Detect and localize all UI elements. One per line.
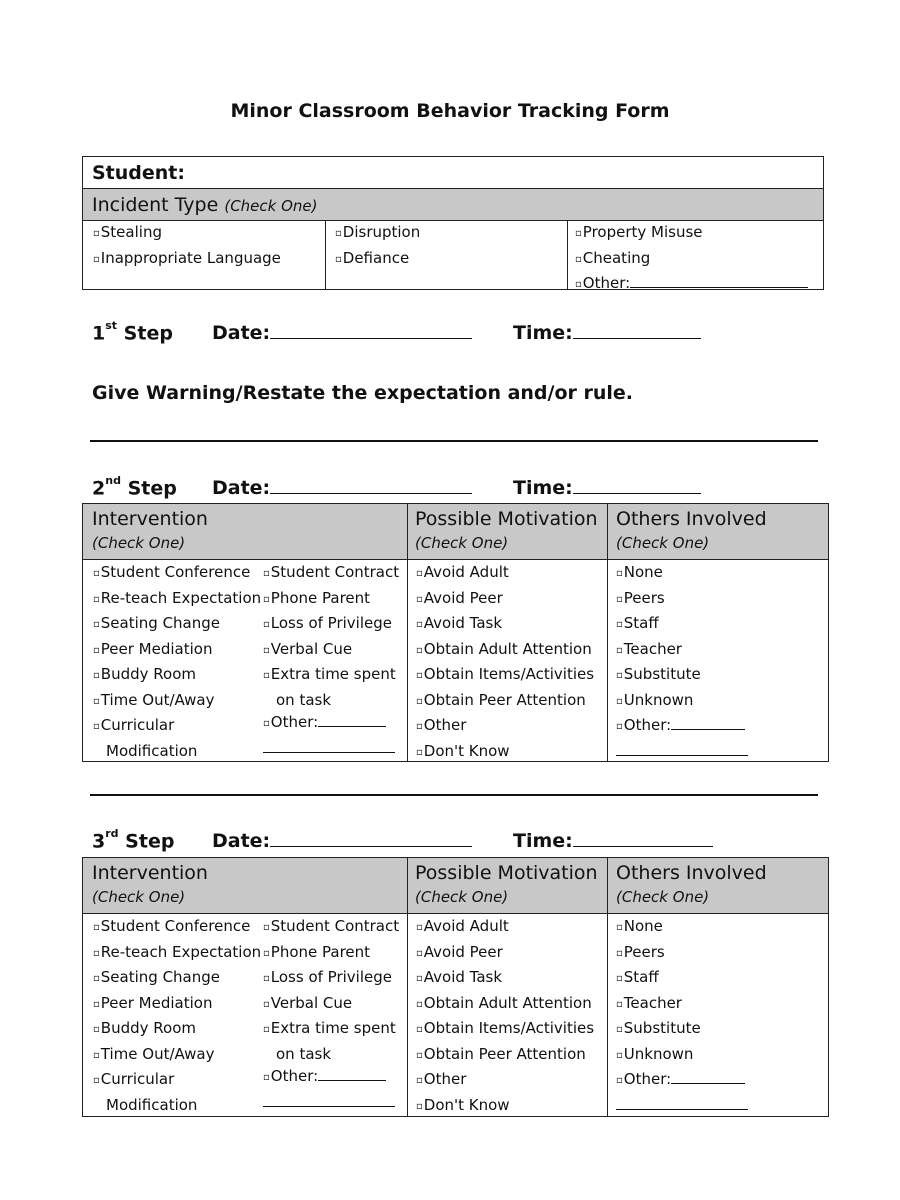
checkbox-reteach-expectation[interactable]: ▫ Re-teach Expectation <box>93 587 261 613</box>
checkbox-property-misuse[interactable]: ▫ Property Misuse <box>575 221 808 247</box>
incident-header: Incident Type (Check One) <box>92 194 318 216</box>
step3-label: 3rd Step <box>92 827 175 853</box>
checkbox-seating-change[interactable]: ▫ Seating Change <box>93 966 261 992</box>
checkbox-peers[interactable]: ▫ Peers <box>616 941 748 967</box>
intervention-other-line[interactable] <box>318 1068 386 1081</box>
checkbox-defiance[interactable]: ▫ Defiance <box>335 247 420 273</box>
checkbox-curricular[interactable]: ▫ Curricular <box>93 1068 261 1094</box>
checkbox-curricular[interactable]: ▫ Curricular <box>93 714 261 740</box>
checkbox-phone-parent[interactable]: ▫ Phone Parent <box>263 587 399 613</box>
checkbox-avoid-adult[interactable]: ▫ Avoid Adult <box>416 561 594 587</box>
others-other-line-2[interactable] <box>616 1097 748 1110</box>
step3-time-line[interactable] <box>573 832 713 847</box>
curricular-continued: Modification <box>106 741 198 760</box>
checkbox-others-other[interactable]: ▫ Other: <box>616 714 748 740</box>
checkbox-reteach-expectation[interactable]: ▫ Re-teach Expectation <box>93 941 261 967</box>
checkbox-student-contract[interactable]: ▫ Student Contract <box>263 915 399 941</box>
checkbox-buddy-room[interactable]: ▫ Buddy Room <box>93 663 261 689</box>
checkbox-peers[interactable]: ▫ Peers <box>616 587 748 613</box>
checkbox-obtain-adult-attention[interactable]: ▫ Obtain Adult Attention <box>416 992 594 1018</box>
step3-intervention-header: Intervention (Check One) <box>92 862 208 906</box>
intervention-other-line[interactable] <box>318 714 386 727</box>
curricular-continued: Modification <box>106 1095 198 1114</box>
checkbox-none[interactable]: ▫ None <box>616 915 748 941</box>
checkbox-obtain-peer-attention[interactable]: ▫ Obtain Peer Attention <box>416 1043 594 1069</box>
step2-intervention-col1 <box>93 561 261 762</box>
checkbox-teacher[interactable]: ▫ Teacher <box>616 992 748 1018</box>
checkbox-inappropriate-language[interactable]: ▫ Inappropriate Language <box>93 247 281 273</box>
step2-motivation-col <box>416 561 594 765</box>
step1-label: 1st Step <box>92 319 173 345</box>
step1-response-line[interactable] <box>90 440 818 442</box>
checkbox-dont-know[interactable]: ▫ Don't Know <box>416 740 594 766</box>
checkbox-others-other[interactable]: ▫ Other: <box>616 1068 748 1094</box>
checkbox-teacher[interactable]: ▫ Teacher <box>616 638 748 664</box>
step2-others-col <box>616 561 748 762</box>
intervention-other-line-2[interactable] <box>263 1094 395 1107</box>
student-label: Student: <box>92 162 185 184</box>
checkbox-dont-know[interactable]: ▫ Don't Know <box>416 1094 594 1120</box>
step3-others-col <box>616 915 748 1116</box>
checkbox-obtain-peer-attention[interactable]: ▫ Obtain Peer Attention <box>416 689 594 715</box>
step2-response-line[interactable] <box>90 794 818 796</box>
checkbox-intervention-other[interactable]: ▫ Other: <box>263 1065 399 1091</box>
checkbox-unknown[interactable]: ▫ Unknown <box>616 1043 748 1069</box>
others-other-line[interactable] <box>671 717 745 730</box>
checkbox-phone-parent[interactable]: ▫ Phone Parent <box>263 941 399 967</box>
step2-motivation-header: Possible Motivation (Check One) <box>415 508 598 552</box>
step2-date-line[interactable] <box>270 479 472 494</box>
step2-intervention-header: Intervention (Check One) <box>92 508 208 552</box>
checkbox-verbal-cue[interactable]: ▫ Verbal Cue <box>263 992 399 1018</box>
checkbox-substitute[interactable]: ▫ Substitute <box>616 1017 748 1043</box>
checkbox-staff[interactable]: ▫ Staff <box>616 966 748 992</box>
step3-motivation-header: Possible Motivation (Check One) <box>415 862 598 906</box>
incident-other-line[interactable] <box>630 275 808 288</box>
step2-intervention-col2 <box>263 561 399 759</box>
checkbox-avoid-adult[interactable]: ▫ Avoid Adult <box>416 915 594 941</box>
checkbox-seating-change[interactable]: ▫ Seating Change <box>93 612 261 638</box>
checkbox-stealing[interactable]: ▫ Stealing <box>93 221 281 247</box>
checkbox-avoid-task[interactable]: ▫ Avoid Task <box>416 612 594 638</box>
checkbox-extra-time[interactable]: ▫ Extra time spent <box>263 1017 399 1043</box>
checkbox-buddy-room[interactable]: ▫ Buddy Room <box>93 1017 261 1043</box>
checkbox-motivation-other[interactable]: ▫ Other <box>416 1068 594 1094</box>
step1-date-line[interactable] <box>270 324 472 339</box>
step2-others-header: Others Involved (Check One) <box>616 508 767 552</box>
step2-label: 2nd Step <box>92 474 177 500</box>
checkbox-motivation-other[interactable]: ▫ Other <box>416 714 594 740</box>
checkbox-obtain-items[interactable]: ▫ Obtain Items/Activities <box>416 1017 594 1043</box>
extra-time-continued: on task <box>276 690 332 709</box>
checkbox-unknown[interactable]: ▫ Unknown <box>616 689 748 715</box>
step1-date[interactable]: Date: <box>212 322 472 344</box>
checkbox-intervention-other[interactable]: ▫ Other: <box>263 711 399 737</box>
step2-date[interactable]: Date: <box>212 477 472 499</box>
page-title: Minor Classroom Behavior Tracking Form <box>230 100 670 122</box>
step1-time-line[interactable] <box>573 324 701 339</box>
incident-box <box>82 156 824 290</box>
step3-time[interactable]: Time: <box>513 830 713 852</box>
checkbox-time-out[interactable]: ▫ Time Out/Away <box>93 1043 261 1069</box>
checkbox-substitute[interactable]: ▫ Substitute <box>616 663 748 689</box>
step3-motivation-col <box>416 915 594 1119</box>
step3-date-line[interactable] <box>270 832 472 847</box>
checkbox-loss-of-privilege[interactable]: ▫ Loss of Privilege <box>263 966 399 992</box>
checkbox-avoid-peer[interactable]: ▫ Avoid Peer <box>416 941 594 967</box>
checkbox-time-out[interactable]: ▫ Time Out/Away <box>93 689 261 715</box>
checkbox-loss-of-privilege[interactable]: ▫ Loss of Privilege <box>263 612 399 638</box>
checkbox-incident-other[interactable]: ▫ Other: <box>575 272 808 298</box>
step3-intervention-col2 <box>263 915 399 1113</box>
step3-table <box>82 857 829 1117</box>
step3-intervention-col1 <box>93 915 261 1116</box>
step2-time[interactable]: Time: <box>513 477 701 499</box>
incident-col1 <box>93 221 281 272</box>
checkbox-cheating[interactable]: ▫ Cheating <box>575 247 808 273</box>
extra-time-continued: on task <box>276 1044 332 1063</box>
step1-time[interactable]: Time: <box>513 322 701 344</box>
step1-instruction: Give Warning/Restate the expectation and/or rule. <box>92 382 634 404</box>
step2-table <box>82 503 829 762</box>
others-other-line-2[interactable] <box>616 743 748 756</box>
checkbox-peer-mediation[interactable]: ▫ Peer Mediation <box>93 638 261 664</box>
checkbox-obtain-adult-attention[interactable]: ▫ Obtain Adult Attention <box>416 638 594 664</box>
checkbox-obtain-items[interactable]: ▫ Obtain Items/Activities <box>416 663 594 689</box>
step2-time-line[interactable] <box>573 479 701 494</box>
checkbox-avoid-task[interactable]: ▫ Avoid Task <box>416 966 594 992</box>
checkbox-none[interactable]: ▫ None <box>616 561 748 587</box>
checkbox-student-conference[interactable]: ▫ Student Conference <box>93 561 261 587</box>
incident-col3 <box>575 221 808 298</box>
others-other-line[interactable] <box>671 1071 745 1084</box>
checkbox-student-conference[interactable]: ▫ Student Conference <box>93 915 261 941</box>
step3-date[interactable]: Date: <box>212 830 472 852</box>
checkbox-verbal-cue[interactable]: ▫ Verbal Cue <box>263 638 399 664</box>
incident-col2 <box>335 221 420 272</box>
checkbox-staff[interactable]: ▫ Staff <box>616 612 748 638</box>
checkbox-extra-time[interactable]: ▫ Extra time spent <box>263 663 399 689</box>
intervention-other-line-2[interactable] <box>263 740 395 753</box>
step3-others-header: Others Involved (Check One) <box>616 862 767 906</box>
checkbox-avoid-peer[interactable]: ▫ Avoid Peer <box>416 587 594 613</box>
checkbox-disruption[interactable]: ▫ Disruption <box>335 221 420 247</box>
checkbox-peer-mediation[interactable]: ▫ Peer Mediation <box>93 992 261 1018</box>
checkbox-student-contract[interactable]: ▫ Student Contract <box>263 561 399 587</box>
